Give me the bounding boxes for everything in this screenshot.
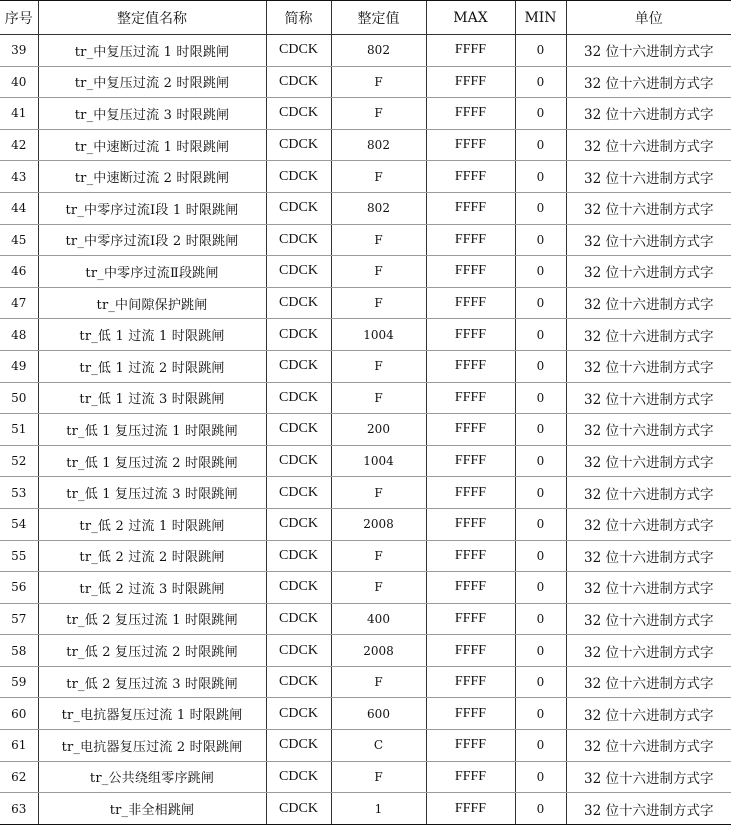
header-index: 序号 (0, 1, 38, 35)
cell-max: FFFF (426, 192, 515, 224)
cell-value: 1004 (331, 445, 426, 477)
cell-min: 0 (515, 761, 566, 793)
cell-max: FFFF (426, 287, 515, 319)
cell-value: F (331, 761, 426, 793)
cell-value: 1 (331, 793, 426, 825)
cell-name: tr_低 1 过流 1 时限跳闸 (38, 319, 266, 351)
cell-max: FFFF (426, 793, 515, 825)
header-abbr: 简称 (266, 1, 331, 35)
cell-index: 45 (0, 224, 38, 256)
cell-value: 200 (331, 414, 426, 446)
cell-index: 59 (0, 666, 38, 698)
table-row (0, 540, 731, 572)
cell-name: tr_低 1 复压过流 1 时限跳闸 (38, 414, 266, 446)
cell-index: 53 (0, 477, 38, 509)
cell-name: tr_中复压过流 2 时限跳闸 (38, 66, 266, 98)
table-row (0, 508, 731, 540)
table-row (0, 572, 731, 604)
cell-max: FFFF (426, 161, 515, 193)
cell-min: 0 (515, 793, 566, 825)
cell-index: 55 (0, 540, 38, 572)
cell-min: 0 (515, 192, 566, 224)
cell-index: 51 (0, 414, 38, 446)
cell-unit: 32 位十六进制方式字 (566, 192, 731, 224)
cell-max: FFFF (426, 572, 515, 604)
cell-name: tr_非全相跳闸 (38, 793, 266, 825)
table-row (0, 224, 731, 256)
cell-name: tr_中零序过流Ⅰ段 1 时限跳闸 (38, 192, 266, 224)
cell-name: tr_低 2 复压过流 1 时限跳闸 (38, 603, 266, 635)
cell-index: 42 (0, 129, 38, 161)
cell-index: 39 (0, 35, 38, 67)
cell-max: FFFF (426, 35, 515, 67)
cell-index: 61 (0, 730, 38, 762)
cell-min: 0 (515, 730, 566, 762)
cell-max: FFFF (426, 445, 515, 477)
table-row (0, 761, 731, 793)
table-row (0, 382, 731, 414)
header-unit: 单位 (566, 1, 731, 35)
table-row (0, 129, 731, 161)
table-row (0, 319, 731, 351)
cell-name: tr_低 2 复压过流 2 时限跳闸 (38, 635, 266, 667)
cell-value: F (331, 66, 426, 98)
cell-name: tr_中速断过流 2 时限跳闸 (38, 161, 266, 193)
cell-min: 0 (515, 572, 566, 604)
table-row (0, 192, 731, 224)
cell-max: FFFF (426, 382, 515, 414)
cell-min: 0 (515, 540, 566, 572)
cell-unit: 32 位十六进制方式字 (566, 66, 731, 98)
cell-value: 802 (331, 35, 426, 67)
cell-min: 0 (515, 129, 566, 161)
cell-max: FFFF (426, 319, 515, 351)
cell-min: 0 (515, 319, 566, 351)
cell-unit: 32 位十六进制方式字 (566, 129, 731, 161)
cell-unit: 32 位十六进制方式字 (566, 477, 731, 509)
cell-max: FFFF (426, 635, 515, 667)
cell-min: 0 (515, 66, 566, 98)
cell-unit: 32 位十六进制方式字 (566, 98, 731, 130)
cell-index: 54 (0, 508, 38, 540)
cell-value: F (331, 256, 426, 288)
cell-unit: 32 位十六进制方式字 (566, 350, 731, 382)
cell-unit: 32 位十六进制方式字 (566, 508, 731, 540)
table-header (0, 1, 731, 35)
cell-min: 0 (515, 508, 566, 540)
cell-abbr: CDCK (266, 793, 331, 825)
table-row (0, 350, 731, 382)
cell-index: 43 (0, 161, 38, 193)
table-row (0, 666, 731, 698)
table-row (0, 66, 731, 98)
cell-min: 0 (515, 98, 566, 130)
cell-value: F (331, 224, 426, 256)
cell-unit: 32 位十六进制方式字 (566, 635, 731, 667)
cell-unit: 32 位十六进制方式字 (566, 319, 731, 351)
cell-name: tr_低 2 复压过流 3 时限跳闸 (38, 666, 266, 698)
cell-index: 49 (0, 350, 38, 382)
cell-abbr: CDCK (266, 445, 331, 477)
cell-abbr: CDCK (266, 730, 331, 762)
table-row (0, 445, 731, 477)
cell-name: tr_低 1 过流 3 时限跳闸 (38, 382, 266, 414)
cell-abbr: CDCK (266, 35, 331, 67)
cell-min: 0 (515, 224, 566, 256)
table-row (0, 730, 731, 762)
cell-abbr: CDCK (266, 540, 331, 572)
cell-value: 400 (331, 603, 426, 635)
cell-max: FFFF (426, 508, 515, 540)
cell-unit: 32 位十六进制方式字 (566, 698, 731, 730)
cell-unit: 32 位十六进制方式字 (566, 256, 731, 288)
cell-name: tr_中间隙保护跳闸 (38, 287, 266, 319)
cell-abbr: CDCK (266, 66, 331, 98)
cell-abbr: CDCK (266, 382, 331, 414)
cell-unit: 32 位十六进制方式字 (566, 761, 731, 793)
cell-max: FFFF (426, 761, 515, 793)
table-row (0, 98, 731, 130)
cell-unit: 32 位十六进制方式字 (566, 35, 731, 67)
cell-value: 802 (331, 129, 426, 161)
cell-index: 46 (0, 256, 38, 288)
cell-name: tr_中零序过流Ⅱ段跳闸 (38, 256, 266, 288)
table-row (0, 256, 731, 288)
cell-value: F (331, 161, 426, 193)
cell-value: F (331, 666, 426, 698)
cell-abbr: CDCK (266, 666, 331, 698)
cell-abbr: CDCK (266, 414, 331, 446)
cell-value: F (331, 287, 426, 319)
cell-unit: 32 位十六进制方式字 (566, 382, 731, 414)
cell-name: tr_中复压过流 3 时限跳闸 (38, 98, 266, 130)
cell-name: tr_低 2 过流 3 时限跳闸 (38, 572, 266, 604)
cell-name: tr_电抗器复压过流 1 时限跳闸 (38, 698, 266, 730)
cell-abbr: CDCK (266, 98, 331, 130)
cell-value: 2008 (331, 508, 426, 540)
cell-max: FFFF (426, 66, 515, 98)
cell-max: FFFF (426, 129, 515, 161)
cell-index: 57 (0, 603, 38, 635)
table-row (0, 35, 731, 67)
cell-min: 0 (515, 666, 566, 698)
cell-index: 56 (0, 572, 38, 604)
cell-abbr: CDCK (266, 319, 331, 351)
cell-name: tr_低 1 过流 2 时限跳闸 (38, 350, 266, 382)
cell-min: 0 (515, 698, 566, 730)
cell-value: F (331, 572, 426, 604)
cell-name: tr_中零序过流Ⅰ段 2 时限跳闸 (38, 224, 266, 256)
cell-index: 41 (0, 98, 38, 130)
cell-unit: 32 位十六进制方式字 (566, 572, 731, 604)
cell-min: 0 (515, 256, 566, 288)
cell-max: FFFF (426, 98, 515, 130)
cell-min: 0 (515, 382, 566, 414)
cell-value: C (331, 730, 426, 762)
table-row (0, 635, 731, 667)
table-row (0, 698, 731, 730)
cell-abbr: CDCK (266, 224, 331, 256)
cell-min: 0 (515, 477, 566, 509)
table-row (0, 161, 731, 193)
cell-max: FFFF (426, 256, 515, 288)
cell-unit: 32 位十六进制方式字 (566, 287, 731, 319)
cell-abbr: CDCK (266, 761, 331, 793)
cell-max: FFFF (426, 350, 515, 382)
cell-max: FFFF (426, 477, 515, 509)
cell-value: F (331, 540, 426, 572)
cell-value: F (331, 382, 426, 414)
cell-name: tr_低 2 过流 2 时限跳闸 (38, 540, 266, 572)
cell-index: 47 (0, 287, 38, 319)
cell-name: tr_低 1 复压过流 2 时限跳闸 (38, 445, 266, 477)
cell-index: 48 (0, 319, 38, 351)
cell-abbr: CDCK (266, 256, 331, 288)
cell-abbr: CDCK (266, 161, 331, 193)
table-body (0, 35, 731, 825)
cell-index: 62 (0, 761, 38, 793)
table-row (0, 477, 731, 509)
cell-unit: 32 位十六进制方式字 (566, 666, 731, 698)
cell-abbr: CDCK (266, 192, 331, 224)
cell-name: tr_低 2 过流 1 时限跳闸 (38, 508, 266, 540)
cell-name: tr_电抗器复压过流 2 时限跳闸 (38, 730, 266, 762)
cell-unit: 32 位十六进制方式字 (566, 161, 731, 193)
table-row (0, 793, 731, 825)
cell-min: 0 (515, 350, 566, 382)
cell-unit: 32 位十六进制方式字 (566, 540, 731, 572)
cell-min: 0 (515, 445, 566, 477)
cell-name: tr_中速断过流 1 时限跳闸 (38, 129, 266, 161)
cell-index: 58 (0, 635, 38, 667)
cell-abbr: CDCK (266, 350, 331, 382)
cell-index: 50 (0, 382, 38, 414)
cell-min: 0 (515, 635, 566, 667)
cell-min: 0 (515, 603, 566, 635)
cell-max: FFFF (426, 540, 515, 572)
cell-name: tr_低 1 复压过流 3 时限跳闸 (38, 477, 266, 509)
cell-name: tr_中复压过流 1 时限跳闸 (38, 35, 266, 67)
cell-unit: 32 位十六进制方式字 (566, 224, 731, 256)
cell-index: 63 (0, 793, 38, 825)
cell-abbr: CDCK (266, 698, 331, 730)
cell-max: FFFF (426, 603, 515, 635)
cell-max: FFFF (426, 730, 515, 762)
table-row (0, 603, 731, 635)
header-value: 整定值 (331, 1, 426, 35)
cell-unit: 32 位十六进制方式字 (566, 445, 731, 477)
cell-index: 60 (0, 698, 38, 730)
cell-min: 0 (515, 35, 566, 67)
cell-index: 40 (0, 66, 38, 98)
header-name: 整定值名称 (38, 1, 266, 35)
cell-unit: 32 位十六进制方式字 (566, 414, 731, 446)
cell-min: 0 (515, 287, 566, 319)
cell-value: 802 (331, 192, 426, 224)
cell-max: FFFF (426, 414, 515, 446)
header-row (0, 1, 731, 35)
cell-abbr: CDCK (266, 477, 331, 509)
header-min: MIN (515, 1, 566, 35)
cell-abbr: CDCK (266, 129, 331, 161)
cell-abbr: CDCK (266, 287, 331, 319)
cell-unit: 32 位十六进制方式字 (566, 793, 731, 825)
cell-value: F (331, 350, 426, 382)
cell-max: FFFF (426, 698, 515, 730)
cell-min: 0 (515, 161, 566, 193)
header-max: MAX (426, 1, 515, 35)
cell-min: 0 (515, 414, 566, 446)
cell-name: tr_公共绕组零序跳闸 (38, 761, 266, 793)
cell-abbr: CDCK (266, 572, 331, 604)
cell-max: FFFF (426, 666, 515, 698)
cell-abbr: CDCK (266, 635, 331, 667)
cell-value: F (331, 98, 426, 130)
cell-index: 52 (0, 445, 38, 477)
cell-value: 600 (331, 698, 426, 730)
cell-value: F (331, 477, 426, 509)
cell-unit: 32 位十六进制方式字 (566, 730, 731, 762)
cell-abbr: CDCK (266, 508, 331, 540)
cell-index: 44 (0, 192, 38, 224)
cell-value: 1004 (331, 319, 426, 351)
cell-max: FFFF (426, 224, 515, 256)
cell-abbr: CDCK (266, 603, 331, 635)
cell-unit: 32 位十六进制方式字 (566, 603, 731, 635)
table-row (0, 287, 731, 319)
cell-value: 2008 (331, 635, 426, 667)
table-row (0, 414, 731, 446)
